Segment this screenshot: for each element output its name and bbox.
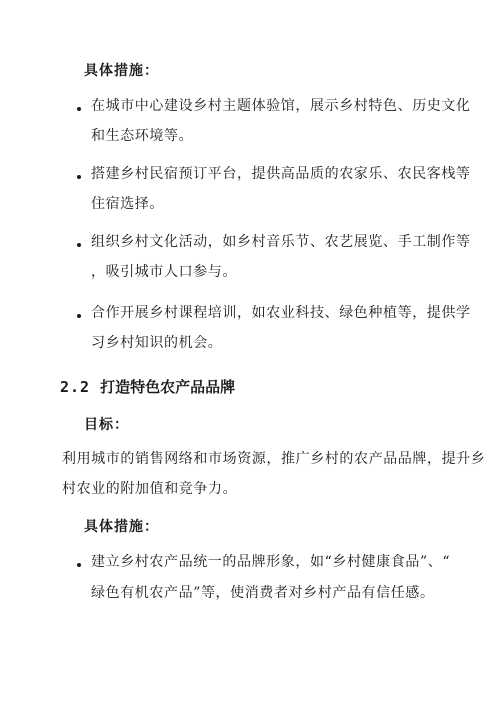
goal-text-line1: 利用城市的销售网络和市场资源，推广乡村的农产品品牌，提升乡 [62, 451, 486, 467]
bullet-icon [77, 563, 81, 567]
bullet-text-line1: 建立乡村农产品统一的品牌形象，如“乡村健康食品”、“ [91, 554, 451, 570]
bullet-text-line2: 绿色有机农产品”等，使消费者对乡村产品有信任感。 [91, 585, 435, 601]
bullet-icon [77, 107, 81, 111]
bullet-text-line2: ，吸引城市人口参与。 [91, 264, 237, 280]
bullet-icon [77, 243, 81, 247]
section-number: 2.2 [60, 378, 91, 396]
bullet-icon [77, 175, 81, 179]
measures-label: 具体措施： [84, 519, 159, 535]
goal-label: 目标： [84, 417, 129, 433]
bullet-text-line2: 住宿选择。 [91, 196, 164, 212]
goal-text-line2: 村农业的附加值和竞争力。 [62, 481, 238, 497]
bullet-text-line2: 习乡村知识的机会。 [91, 335, 223, 351]
bullet-text-line1: 合作开展乡村课程培训，如农业科技、绿色种植等，提供学 [91, 305, 471, 321]
bullet-text-line2: 和生态环境等。 [91, 128, 194, 144]
bullet-icon [77, 314, 81, 318]
bullet-text-line1: 在城市中心建设乡村主题体验馆，展示乡村特色、历史文化 [91, 98, 471, 114]
measures-label: 具体措施： [84, 63, 159, 79]
bullet-text-line1: 搭建乡村民宿预订平台，提供高品质的农家乐、农民客栈等 [91, 166, 471, 182]
section-title: 打造特色农产品品牌 [100, 378, 236, 396]
section-heading [60, 376, 235, 397]
bullet-text-line1: 组织乡村文化活动，如乡村音乐节、农艺展览、手工制作等 [91, 234, 471, 250]
